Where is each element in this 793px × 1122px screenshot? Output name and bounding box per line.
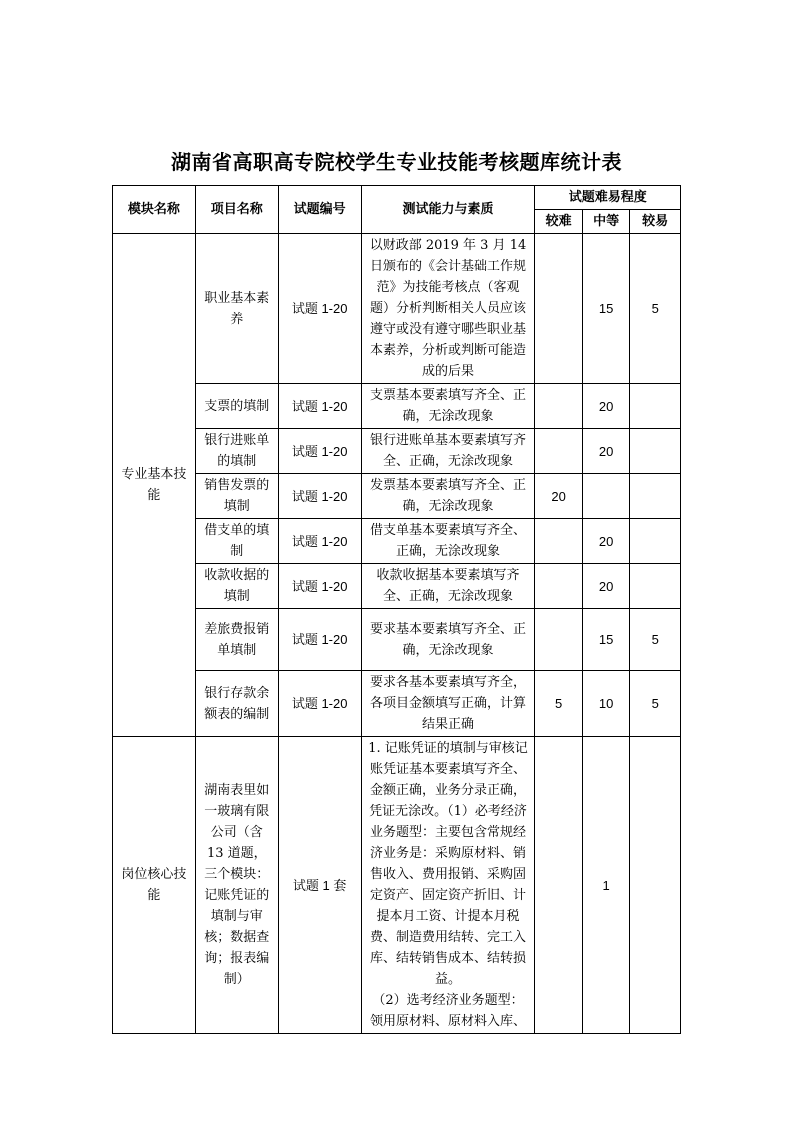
question-number: 试题 1-20: [278, 429, 361, 474]
header-module: 模块名称: [113, 186, 196, 234]
easy-count: [630, 564, 681, 609]
project-name: 银行进账单的填制: [195, 429, 278, 474]
project-name: 销售发票的填制: [195, 474, 278, 519]
easy-count: [630, 429, 681, 474]
project-name: 收款收据的填制: [195, 564, 278, 609]
hard-count: [535, 609, 582, 671]
easy-count: 5: [630, 671, 681, 737]
ability-text: 借支单基本要素填写齐全、正确，无涂改现象: [361, 519, 535, 564]
project-name: 湖南表里如一玻璃有限公司（含 13 道题，三个模块：记账凭证的填制与审核；数据查询；报表编制）: [195, 737, 278, 1034]
header-project: 项目名称: [195, 186, 278, 234]
medium-count: 15: [582, 609, 629, 671]
table-row: [113, 671, 681, 737]
header-ability: 测试能力与素质: [361, 186, 535, 234]
ability-paragraph: 1. 记账凭证的填制与审核记账凭证基本要素填写齐全、金额正确，业务分录正确，凭证无涂改。（1）必考经济业务题型：主要包含常规经济业务是：采购原材料、销售收入、费用报销、采购固定资产、固定资产折旧、计提本月工资、计提本月税费、制造费用结转、完工入库、结转销售成本、结转损益。: [368, 741, 528, 987]
header-easy: 较易: [630, 210, 681, 234]
hard-count: [535, 234, 582, 384]
ability-text: 以财政部 2019 年 3 月 14 日颁布的《会计基础工作规范》为技能考核点（客观题）分析判断相关人员应该遵守或没有遵守哪些职业基本素养，分析或判断可能造成的后果: [361, 234, 535, 384]
question-number: 试题 1-20: [278, 564, 361, 609]
project-name: 借支单的填制: [195, 519, 278, 564]
ability-text: 要求基本要素填写齐全、正确，无涂改现象: [361, 609, 535, 671]
table-row: [113, 429, 681, 474]
header-medium: 中等: [582, 210, 629, 234]
ability-paragraph: （2）选考经济业务题型：领用原材料、原材料入库、: [369, 993, 526, 1029]
table-row: [113, 474, 681, 519]
hard-count: [535, 564, 582, 609]
module-name: 专业基本技能: [113, 234, 196, 737]
medium-count: 15: [582, 234, 629, 384]
page-title: 湖南省高职高专院校学生专业技能考核题库统计表: [171, 150, 622, 174]
easy-count: [630, 474, 681, 519]
module-name: 岗位核心技能: [113, 737, 196, 1034]
hard-count: [535, 519, 582, 564]
table-row: [113, 519, 681, 564]
easy-count: [630, 384, 681, 429]
project-name: 差旅费报销单填制: [195, 609, 278, 671]
ability-text: 收款收据基本要素填写齐全、正确，无涂改现象: [361, 564, 535, 609]
easy-count: 5: [630, 609, 681, 671]
project-name: 支票的填制: [195, 384, 278, 429]
ability-text: 发票基本要素填写齐全、正确，无涂改现象: [361, 474, 535, 519]
ability-text: 要求各基本要素填写齐全，各项目金额填写正确，计算结果正确: [361, 671, 535, 737]
project-name: 职业基本素养: [195, 234, 278, 384]
question-number: 试题 1-20: [278, 384, 361, 429]
medium-count: 20: [582, 384, 629, 429]
hard-count: [535, 384, 582, 429]
medium-count: 1: [582, 737, 629, 1034]
header-row: [113, 186, 681, 210]
question-number: 试题 1-20: [278, 609, 361, 671]
hard-count: [535, 737, 582, 1034]
medium-count: 10: [582, 671, 629, 737]
table-row: [113, 609, 681, 671]
header-hard: 较难: [535, 210, 582, 234]
easy-count: 5: [630, 234, 681, 384]
table-row: [113, 564, 681, 609]
table-row: [113, 384, 681, 429]
easy-count: [630, 737, 681, 1034]
medium-count: [582, 474, 629, 519]
table-row: [113, 234, 681, 384]
question-number: 试题 1-20: [278, 671, 361, 737]
question-number: 试题 1 套: [278, 737, 361, 1034]
hard-count: [535, 429, 582, 474]
medium-count: 20: [582, 519, 629, 564]
medium-count: 20: [582, 564, 629, 609]
project-name: 银行存款余额表的编制: [195, 671, 278, 737]
question-number: 试题 1-20: [278, 474, 361, 519]
question-number: 试题 1-20: [278, 519, 361, 564]
header-difficulty: 试题难易程度: [535, 186, 681, 210]
hard-count: 20: [535, 474, 582, 519]
hard-count: 5: [535, 671, 582, 737]
easy-count: [630, 519, 681, 564]
ability-text: 支票基本要素填写齐全、正确，无涂改现象: [361, 384, 535, 429]
header-number: 试题编号: [278, 186, 361, 234]
question-bank-table: [112, 185, 681, 1034]
ability-text: 银行进账单基本要素填写齐全、正确，无涂改现象: [361, 429, 535, 474]
question-number: 试题 1-20: [278, 234, 361, 384]
medium-count: 20: [582, 429, 629, 474]
table-row: [113, 737, 681, 1034]
ability-text: [361, 737, 535, 1034]
